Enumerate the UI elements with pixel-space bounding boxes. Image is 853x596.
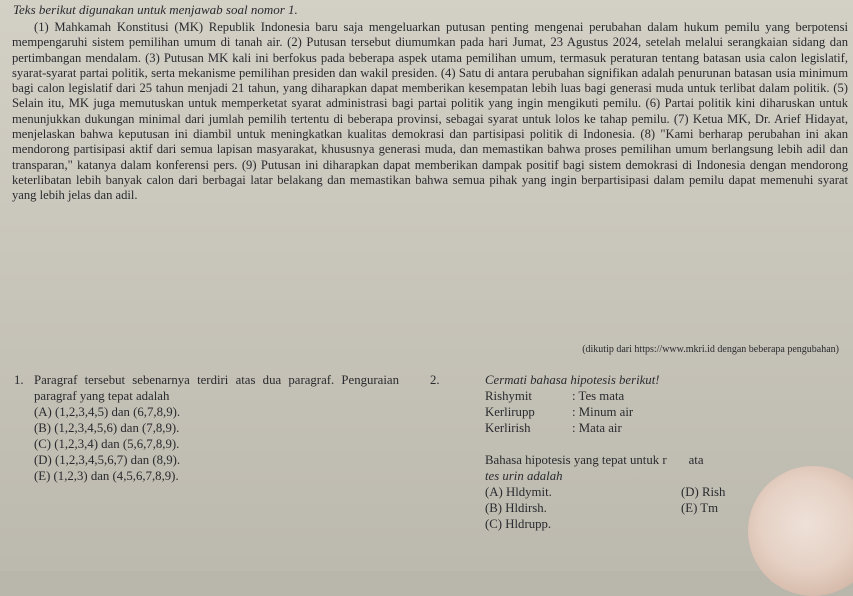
- term-pair: [485, 388, 830, 404]
- term-word: Kerlirish: [485, 421, 531, 435]
- question-1-option-a[interactable]: (A) (1,2,3,4,5) dan (6,7,8,9).: [34, 405, 181, 419]
- term-meaning: : Mata air: [572, 421, 622, 435]
- question-2-stem-fragment: ata: [688, 453, 704, 467]
- term-pair: [485, 420, 830, 436]
- question-2-stem-start: Bahasa hipotesis yang tepat untuk r: [485, 453, 667, 467]
- question-2-option-c[interactable]: (C) Hldrupp.: [485, 517, 552, 531]
- term-word: Rishymit: [485, 389, 532, 403]
- question-1-stem: Paragraf tersebut sebenarnya terdiri atas dua paragraf. Penguraian paragraf yang tepat adalah: [34, 373, 399, 403]
- question-2-title: Cermati bahasa hipotesis berikut!: [485, 373, 660, 387]
- question-2-number: 2.: [430, 373, 440, 387]
- question-1-number: 1.: [14, 373, 24, 387]
- question-2-stem-end: tes urin adalah: [485, 469, 563, 483]
- source-citation: (dikutip dari https://www.mkri.id dengan beberapa pengubahan): [582, 344, 839, 355]
- term-meaning: : Tes mata: [572, 389, 625, 403]
- question-2-option-b[interactable]: (B) Hldirsh.: [485, 501, 547, 515]
- question-1: [14, 372, 399, 484]
- term-word: Kerlirupp: [485, 405, 535, 419]
- question-2-stem: [485, 452, 830, 468]
- term-meaning: : Minum air: [572, 405, 634, 419]
- question-2-option-a[interactable]: (A) Hldymit.: [485, 485, 552, 499]
- passage-text: (1) Mahkamah Konstitusi (MK) Republik Indonesia baru saja mengeluarkan putusan penting mengenai perubahan dalam hukum pemilu yang berpotensi mempengaruhi sistem pemilihan umum di tanah air. (2) Putusan tersebut diumumkan pada hari Jumat, 23 Agustus 2024, setelah melalui serangkaian sidang dan pertimbangan mendalam. (3) Putusan MK kali ini berfokus pada beberapa aspek utama pemilihan umum, termasuk peraturan tentang batasan usia calon legislatif, syarat-syarat partai politik, serta mekanisme pemilihan presiden dan wakil presiden. (4) Satu di antara perubahan signifikan adalah penurunan batasan usia minimum bagi calon legislatif dari 25 tahun menjadi 21 tahun, yang diharapkan dapat memberikan kesempatan lebih luas bagi generasi muda untuk terlibat dalam politik. (5) Selain itu, MK juga memutuskan untuk memperketat syarat administrasi bagi partai politik yang ingin mengikuti pemilu. (6) Partai politik kini diharuskan untuk menunjukkan dukungan minimal dari jumlah pemilih tertentu di beberapa provinsi, sebagai syarat untuk lolos ke tahap pemilu. (7) Ketua MK, Dr. Arief Hidayat, menjelaskan bahwa keputusan ini diambil untuk meningkatkan kualitas demokrasi dan partisipasi politik di Indonesia. (8) "Kami berharap perubahan ini akan mendorong partisipasi aktif dari semua lapisan masyarakat, khususnya generasi muda, dan memastikan bahwa proses pemilihan umum berlangsung lebih adil dan transparan," katanya dalam konferensi pers. (9) Putusan ini diharapkan dapat memberikan dampak positif bagi sistem demokrasi di Indonesia dengan mendorong keterlibatan lebih banyak calon dari berbagai latar belakang dan memastikan bahwa semua pihak yang ingin berpartisipasi dalam pemilu dapat memenuhi syarat yang lebih jelas dan adil.: [12, 20, 848, 203]
- question-2-option-e[interactable]: (E) Tm: [681, 501, 719, 515]
- question-1-option-e[interactable]: (E) (1,2,3) dan (4,5,6,7,8,9).: [34, 469, 179, 483]
- intro-text: Teks berikut digunakan untuk menjawab soal nomor 1.: [13, 2, 298, 17]
- term-pair: [485, 404, 830, 420]
- question-1-option-d[interactable]: (D) (1,2,3,4,5,6,7) dan (8,9).: [34, 453, 181, 467]
- question-2-option-d[interactable]: (D) Rish: [681, 485, 726, 499]
- question-1-option-c[interactable]: (C) (1,2,3,4) dan (5,6,7,8,9).: [34, 437, 180, 451]
- question-1-option-b[interactable]: (B) (1,2,3,4,5,6) dan (7,8,9).: [34, 421, 180, 435]
